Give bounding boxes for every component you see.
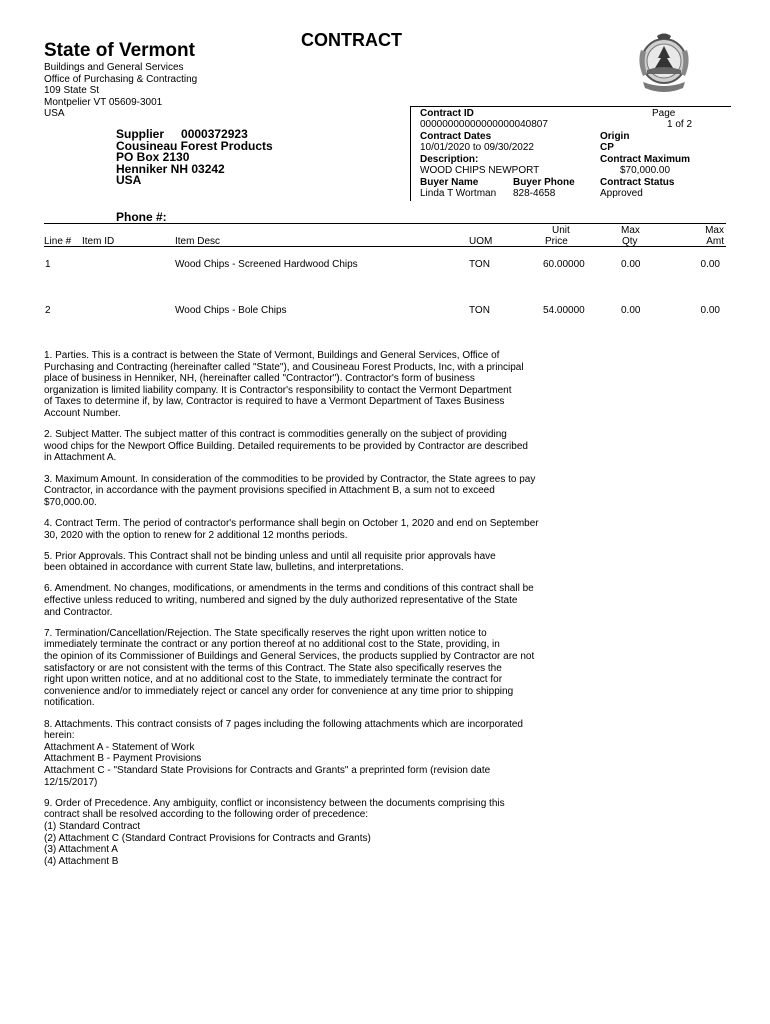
clause-order-of-precedence: 9. Order of Precedence. Any ambiguity, conflict or inconsistency between the documents comprising this contract shall be resolved according to the following order of precedence: (1) Standard Contract (2) Attachment C (Standard Contract Provisions for Contracts and Grants) (3) Attachment A (4) Attachment B xyxy=(44,797,505,867)
buyer-name: Linda T Wortman xyxy=(420,188,497,199)
contract-maximum-label: Contract Maximum xyxy=(600,154,691,165)
phone-label: Phone #: xyxy=(116,210,167,224)
description-label: Description: xyxy=(420,154,479,165)
contract-status: Approved xyxy=(600,188,643,199)
clause-parties: 1. Parties. This is a contract is between the State of Vermont, Buildings and General Services, Office of Purchasing and Contracting (hereinafter called "State"), and Cousineau Forest Products, Inc, with a principal place of business in Henniker, NH, (hereinafter called "Contractor"). Contractor's form of business organization is limited liability company. It is Contractor's responsibility to contact the Vermont Department of Taxes to determine if, by law, Contractor is required to have a Vermont Department of Taxes Business Account Number. xyxy=(44,350,524,419)
contract-status-label: Contract Status xyxy=(600,177,675,188)
origin-value: CP xyxy=(600,142,614,153)
row-uom: TON xyxy=(469,259,490,270)
row-max-amt: 0.00 xyxy=(700,259,720,270)
page-value: 1 of 2 xyxy=(667,119,693,130)
row-uom: TON xyxy=(469,305,490,316)
contract-info-box xyxy=(410,106,731,201)
row-max-amt: 0.00 xyxy=(700,305,720,316)
description-value: WOOD CHIPS NEWPORT xyxy=(420,165,540,176)
clause-termination: 7. Termination/Cancellation/Rejection. The State specifically reserves the right upon written notice to immediately terminate the contract or any portion thereof at no additional cost to the State, providing, in the opinion of its Commissioner of Buildings and General Services, the products supplied by Contractor are not satisfactory or are not consistent with the terms of this Contract. The State also specifically reserves the right upon written notice, and at no additional cost to the State, to immediately terminate the contract for convenience and/or to immediately reject or cancel any order for convenience at any time prior to shipping notification. xyxy=(44,627,535,709)
clause-contract-term: 4. Contract Term. The period of contractor's performance shall begin on October 1, 2020 and end on September 30, 2020 with the option to renew for 2 additional 12 months periods. xyxy=(44,517,539,541)
row-max-qty: 0.00 xyxy=(621,305,641,316)
col-item-desc: Item Desc xyxy=(175,236,221,247)
clause-subject-matter: 2. Subject Matter. The subject matter of this contract is commodities generally on the subject of providing wood chips for the Newport Office Building. Detailed requirements to be provided by Contractor are described in Attachment A. xyxy=(44,429,528,464)
row-line-number: 1 xyxy=(45,259,51,270)
supplier-address-line: Henniker NH 03242 xyxy=(116,161,225,176)
contract-dates-label: Contract Dates xyxy=(420,131,492,142)
col-max-qty: Max xyxy=(621,225,640,236)
line-items-table xyxy=(44,223,726,316)
buyer-phone: 828-4658 xyxy=(513,188,556,199)
buyer-name-label: Buyer Name xyxy=(420,177,479,188)
state-title: State of Vermont xyxy=(44,40,195,61)
contract-id-label: Contract ID xyxy=(420,108,474,119)
contract-maximum-value: $70,000.00 xyxy=(620,165,671,176)
table-header xyxy=(44,223,726,247)
supplier-number: 0000372923 xyxy=(181,127,248,141)
contract-clauses xyxy=(44,350,549,877)
clause-prior-approvals: 5. Prior Approvals. This Contract shall not be binding unless and until all requisite prior approvals have been obtained in accordance with current State law, bulletins, and interpretations. xyxy=(44,550,496,574)
buyer-phone-label: Buyer Phone xyxy=(513,177,575,188)
row-item-desc: Wood Chips - Bole Chips xyxy=(175,305,287,316)
contract-id: 00000000000000000040807 xyxy=(420,119,548,130)
row-max-qty: 0.00 xyxy=(621,259,641,270)
row-item-desc: Wood Chips - Screened Hardwood Chips xyxy=(175,259,358,270)
col-line-number: Line # xyxy=(44,236,72,247)
origin-label: Origin xyxy=(600,131,630,142)
department-line: Office of Purchasing & Contracting xyxy=(44,73,198,85)
vermont-seal-icon xyxy=(633,30,695,98)
col-max-amt: Max xyxy=(705,225,724,236)
col-max-amt: Amt xyxy=(706,236,724,247)
col-max-qty: Qty xyxy=(622,236,638,247)
document-title: CONTRACT xyxy=(301,30,402,50)
clause-attachments: 8. Attachments. This contract consists of 7 pages including the following attachments which are incorporated herein: Attachment A - Statement of Work Attachment B - Payment Provisions Attachment C - "Standard State Provisions for Contracts and Grants" a preprinted form (revision date 12/15/2017) xyxy=(44,718,523,788)
department-line: Montpelier VT 05609-3001 xyxy=(44,96,163,108)
supplier-address-line: USA xyxy=(116,173,142,188)
row-unit-price: 54.00000 xyxy=(543,305,585,316)
supplier-address-line: PO Box 2130 xyxy=(116,150,190,165)
supplier-block xyxy=(116,129,273,187)
page-label: Page xyxy=(652,108,676,119)
department-address xyxy=(44,62,197,120)
col-unit-price: Unit xyxy=(552,225,570,236)
clause-amendment: 6. Amendment. No changes, modifications, or amendments in the terms and conditions of this contract shall be effective unless reduced to writing, numbered and signed by the duly authorized representative of the State and Contractor. xyxy=(44,583,534,618)
row-line-number: 2 xyxy=(45,305,51,316)
col-unit-price: Price xyxy=(545,236,568,247)
department-line: USA xyxy=(44,108,65,120)
supplier-label: Supplier xyxy=(116,127,165,141)
col-uom: UOM xyxy=(469,236,493,247)
department-line: Buildings and General Services xyxy=(44,62,184,73)
row-unit-price: 60.00000 xyxy=(543,259,585,270)
department-line: 109 State St xyxy=(44,85,100,97)
clause-maximum-amount: 3. Maximum Amount. In consideration of the commodities to be provided by Contractor, the State agrees to pay Contractor, in accordance with the payment provisions specified in Attachment B, a sum not to exceed $70,000.00. xyxy=(44,473,536,508)
col-item-id: Item ID xyxy=(82,236,115,247)
contract-dates: 10/01/2020 to 09/30/2022 xyxy=(420,142,534,153)
supplier-name: Cousineau Forest Products xyxy=(116,138,273,153)
